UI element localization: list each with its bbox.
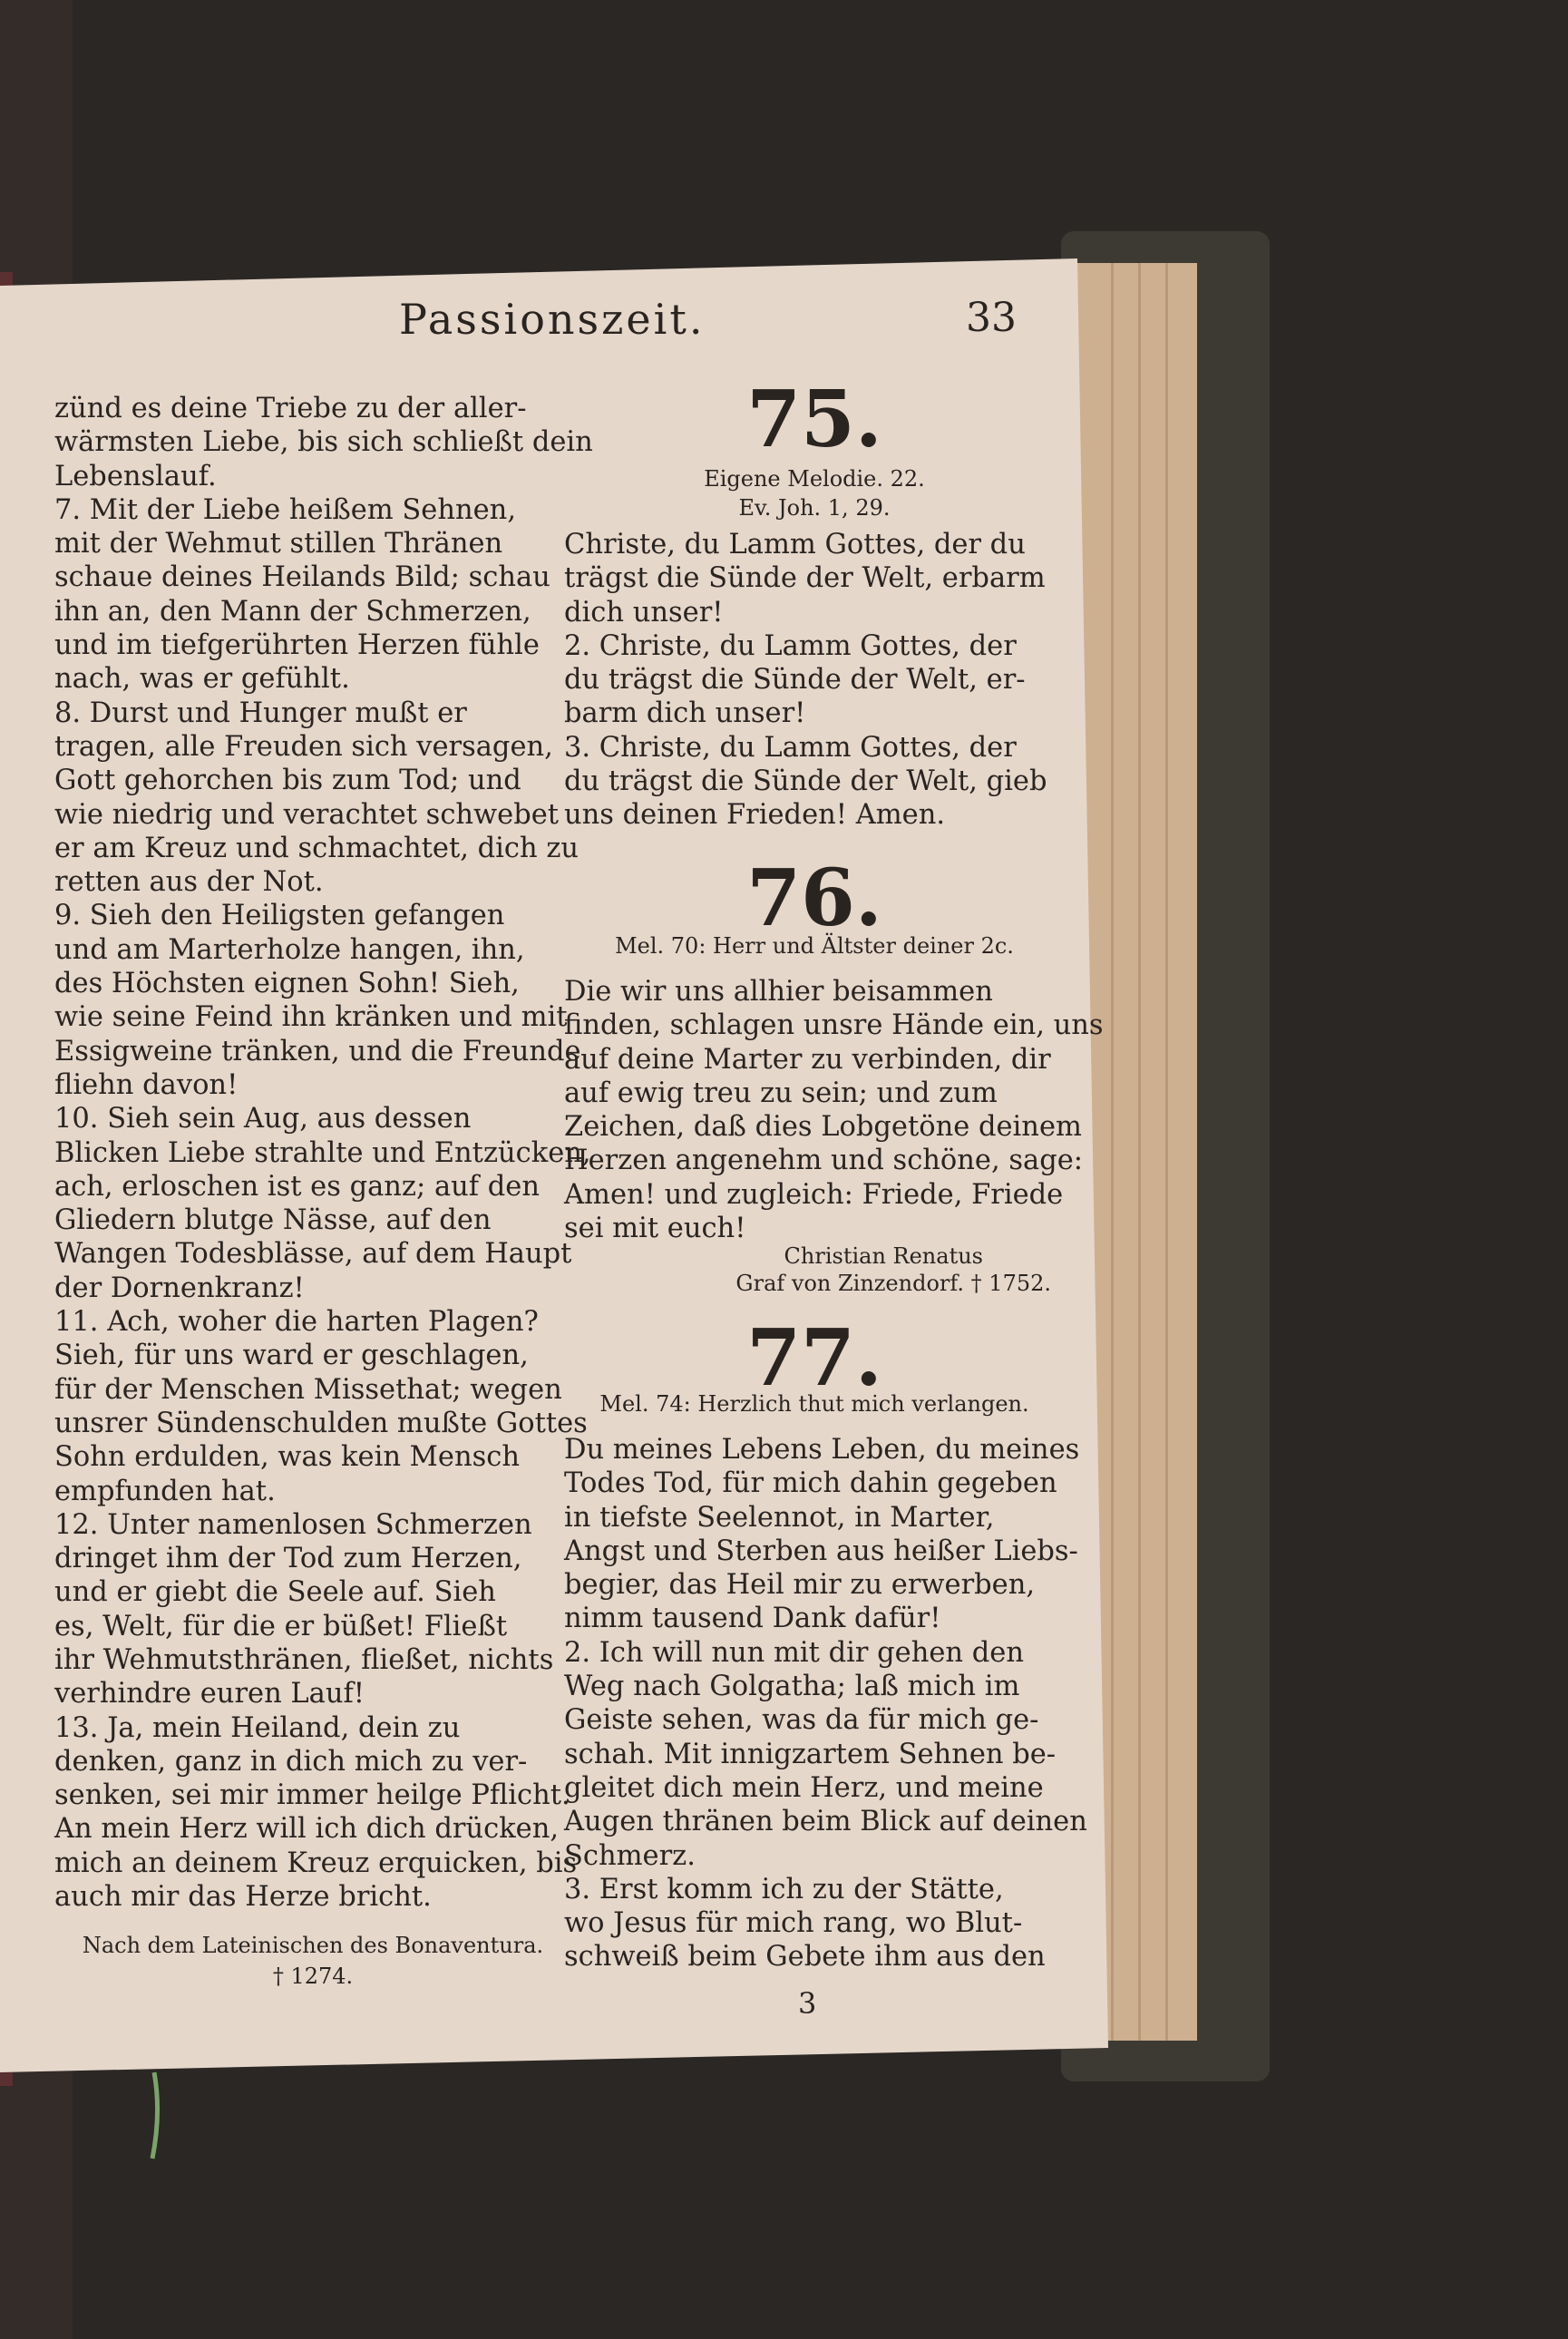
text-line: unsrer Sündenschulden mußte Gottes	[54, 1407, 588, 1439]
text-line: Angst und Sterben aus heißer Liebs-	[564, 1535, 1078, 1567]
signature-mark: 3	[798, 1986, 817, 2021]
text-line: Schmerz.	[564, 1839, 696, 1872]
text-line: Sieh, für uns ward er geschlagen,	[54, 1340, 529, 1372]
text-line: barm dich unser!	[564, 697, 806, 730]
text-line: senken, sei mir immer heilge Pflicht.	[54, 1779, 570, 1812]
text-line: und am Marterholze hangen, ihn,	[54, 933, 525, 966]
text-line: 9. Sieh den Heiligsten gefangen	[54, 900, 505, 932]
text-line: der Dornenkranz!	[54, 1272, 305, 1304]
text-line: wie seine Feind ihn kränken und mit	[54, 1001, 568, 1034]
text-line: trägst die Sünde der Welt, erbarm	[564, 562, 1046, 595]
text-line: uns deinen Frieden! Amen.	[564, 799, 946, 832]
text-line: wärmsten Liebe, bis sich schließt dein	[54, 426, 593, 459]
text-line: dich unser!	[564, 596, 724, 629]
text-line: es, Welt, für die er büßet! Fließt	[54, 1610, 508, 1642]
text-line: wie niedrig und verachtet schwebet	[54, 798, 560, 831]
hymn-75-text	[564, 528, 1065, 833]
text-line: zünd es deine Triebe zu der aller-	[54, 393, 527, 424]
text-line: Die wir uns allhier beisammen	[564, 976, 993, 1008]
text-line: fliehn davon!	[54, 1068, 239, 1101]
text-line: tragen, alle Freuden sich versagen,	[54, 730, 553, 763]
text-line: An mein Herz will ich dich drücken,	[54, 1813, 560, 1846]
text-line: Sohn erdulden, was kein Mensch	[54, 1441, 520, 1474]
text-line: Weg nach Golgatha; laß mich im	[564, 1671, 1020, 1703]
text-line: Gliedern blutge Nässe, auf den	[54, 1204, 492, 1237]
text-line: auch mir das Herze bricht.	[54, 1881, 432, 1914]
text-line: ach, erloschen ist es ganz; auf den	[54, 1170, 540, 1203]
text-line: ihn an, den Mann der Schmerzen,	[54, 595, 531, 628]
text-line: denken, ganz in dich mich zu ver-	[54, 1745, 528, 1778]
text-line: 11. Ach, woher die harten Plagen?	[54, 1306, 539, 1339]
text-line: mich an deinem Kreuz erquicken, bis	[54, 1847, 578, 1879]
text-line: begier, das Heil mir zu erwerben,	[564, 1569, 1036, 1602]
page-number: 33	[966, 295, 1017, 341]
text-line: 2. Ich will nun mit dir gehen den	[564, 1636, 1024, 1669]
text-line: gleitet dich mein Herz, und meine	[564, 1771, 1044, 1804]
text-line: 3. Christe, du Lamm Gottes, der	[564, 731, 1017, 764]
text-line: Amen! und zugleich: Friede, Friede	[564, 1178, 1064, 1211]
text-line: mit der Wehmut stillen Thränen	[54, 528, 503, 560]
text-line: nimm tausend Dank dafür!	[564, 1603, 941, 1635]
text-line: nach, was er gefühlt.	[54, 663, 350, 696]
text-line: Essigweine tränken, und die Freunde	[54, 1035, 581, 1067]
running-header: Passionszeit.	[399, 295, 706, 344]
text-line: schah. Mit innigzartem Sehnen be-	[564, 1738, 1057, 1770]
hymn-77-text	[564, 1433, 1087, 1974]
text-line: 13. Ja, mein Heiland, dein zu	[54, 1711, 461, 1744]
text-line: sei mit euch!	[564, 1213, 746, 1245]
text-line: wo Jesus für mich rang, wo Blut-	[564, 1907, 1023, 1940]
text-line: 12. Unter namenlosen Schmerzen	[54, 1508, 532, 1541]
text-line: und im tiefgerührten Herzen fühle	[54, 629, 540, 662]
text-line: 7. Mit der Liebe heißem Sehnen,	[54, 493, 517, 526]
text-line: Geiste sehen, was da für mich ge-	[564, 1704, 1039, 1737]
zinzendorf-credit: Christian Renatus	[784, 1243, 983, 1269]
text-line: für der Menschen Missethat; wegen	[54, 1373, 562, 1406]
text-line: Herzen angenehm und schöne, sage:	[564, 1145, 1084, 1177]
text-line: schaue deines Heilands Bild; schau	[54, 561, 550, 594]
hymn-76-number: 76.	[746, 853, 882, 944]
text-line: Blicken Liebe strahlte und Entzücken,	[54, 1136, 591, 1169]
text-line: Augen thränen beim Blick auf deinen	[564, 1806, 1087, 1838]
text-line: des Höchsten eignen Sohn! Sieh,	[54, 968, 520, 1000]
hymn-75-reference: Ev. Joh. 1, 29.	[738, 495, 891, 521]
text-line: verhindre euren Lauf!	[54, 1678, 365, 1710]
hymn-76-melody: Mel. 70: Herr und Ältster deiner 2c.	[615, 933, 1014, 959]
text-line: dringet ihm der Tod zum Herzen,	[54, 1543, 522, 1575]
text-line: Gott gehorchen bis zum Tod; und	[54, 765, 521, 797]
text-line: 3. Erst komm ich zu der Stätte,	[564, 1873, 1004, 1905]
text-line: 8. Durst und Hunger mußt er	[54, 697, 467, 729]
text-line: auf ewig treu zu sein; und zum	[564, 1077, 998, 1109]
text-line: Todes Tod, für mich dahin gegeben	[564, 1467, 1057, 1500]
text-line: er am Kreuz und schmachtet, dich zu	[54, 832, 579, 864]
zinzendorf-date: Graf von Zinzendorf. † 1752.	[735, 1271, 1051, 1296]
bonaventura-date: † 1274.	[272, 1964, 354, 1989]
text-line: retten aus der Not.	[54, 866, 324, 899]
hymn-76-text	[564, 975, 1104, 1245]
text-line: Christe, du Lamm Gottes, der du	[564, 529, 1026, 560]
bonaventura-credit: Nach dem Lateinischen des Bonaventura.	[82, 1933, 544, 1958]
left-column	[54, 392, 593, 1914]
hymn-75-number: 75.	[746, 374, 882, 465]
text-line: ihr Wehmutsthränen, fließet, nichts	[54, 1643, 554, 1676]
text-line: auf deine Marter zu verbinden, dir	[564, 1043, 1051, 1076]
text-line: empfunden hat.	[54, 1475, 276, 1507]
text-line: in tiefste Seelennot, in Marter,	[564, 1501, 995, 1534]
text-line: Du meines Lebens Leben, du meines	[564, 1434, 1080, 1466]
hymn-77-number: 77.	[746, 1312, 882, 1404]
text-line: und er giebt die Seele auf. Sieh	[54, 1576, 496, 1609]
hymn-75-melody: Eigene Melodie. 22.	[704, 466, 925, 492]
text-line: finden, schlagen unsre Hände ein, uns	[564, 1009, 1104, 1042]
text-line: 2. Christe, du Lamm Gottes, der	[564, 629, 1017, 662]
text-line: 10. Sieh sein Aug, aus dessen	[54, 1103, 472, 1135]
text-line: schweiß beim Gebete ihm aus den	[564, 1941, 1046, 1974]
hymn-77-melody: Mel. 74: Herzlich thut mich verlangen.	[599, 1391, 1029, 1417]
text-line: Lebenslauf.	[54, 460, 217, 492]
text-line: Wangen Todesblässe, auf dem Haupt	[54, 1238, 572, 1271]
text-line: Zeichen, daß dies Lobgetöne deinem	[564, 1111, 1082, 1144]
text-line: du trägst die Sünde der Welt, er-	[564, 664, 1026, 697]
text-line: du trägst die Sünde der Welt, gieb	[564, 765, 1047, 798]
